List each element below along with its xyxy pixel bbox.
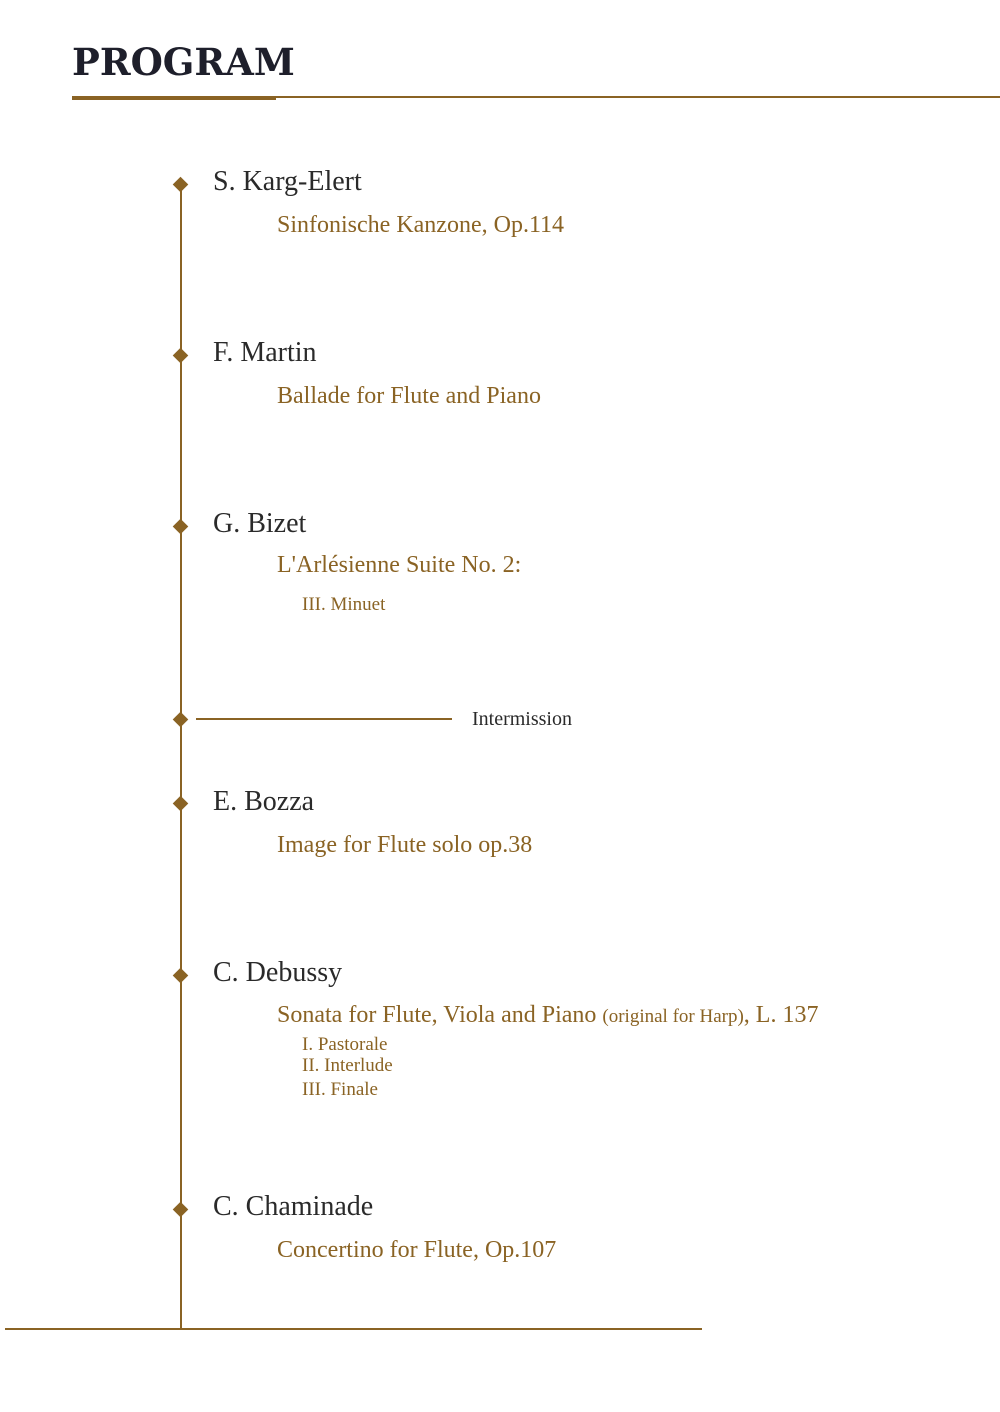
movement: II. Interlude bbox=[302, 1055, 393, 1076]
movement: III. Finale bbox=[302, 1079, 378, 1100]
composer-name: C. Chaminade bbox=[213, 1191, 374, 1222]
work-title: Concertino for Flute, Op.107 bbox=[277, 1237, 557, 1263]
work-title bbox=[277, 1002, 818, 1029]
work-title: Image for Flute solo op.38 bbox=[277, 832, 533, 858]
composer-name: G. Bizet bbox=[213, 508, 307, 539]
footer-rule bbox=[5, 1328, 702, 1330]
timeline-diamond-icon bbox=[173, 1202, 189, 1218]
timeline-diamond-icon bbox=[173, 796, 189, 812]
movement: I. Pastorale bbox=[302, 1034, 388, 1055]
work-catalog: , L. 137 bbox=[743, 1002, 819, 1028]
header-rule-accent bbox=[72, 96, 276, 100]
work-note: (original for Harp) bbox=[602, 1006, 744, 1027]
timeline-diamond-icon bbox=[173, 968, 189, 984]
timeline-diamond-icon bbox=[173, 712, 189, 728]
work-title: Ballade for Flute and Piano bbox=[277, 383, 541, 409]
timeline-diamond-icon bbox=[173, 348, 189, 364]
intermission-label: Intermission bbox=[472, 708, 572, 730]
composer-name: F. Martin bbox=[213, 337, 317, 368]
timeline-diamond-icon bbox=[173, 177, 189, 193]
composer-name: E. Bozza bbox=[213, 786, 315, 817]
movement: III. Minuet bbox=[302, 594, 386, 615]
page-title: PROGRAM bbox=[72, 40, 295, 84]
work-title-main: Sonata for Flute, Viola and Piano bbox=[277, 1002, 597, 1028]
timeline-diamond-icon bbox=[173, 519, 189, 535]
intermission-rule bbox=[196, 718, 452, 720]
work-title: Sinfonische Kanzone, Op.114 bbox=[277, 212, 565, 238]
composer-name: S. Karg-Elert bbox=[213, 166, 362, 197]
composer-name: C. Debussy bbox=[213, 957, 343, 988]
work-title: L'Arlésienne Suite No. 2: bbox=[277, 552, 522, 578]
